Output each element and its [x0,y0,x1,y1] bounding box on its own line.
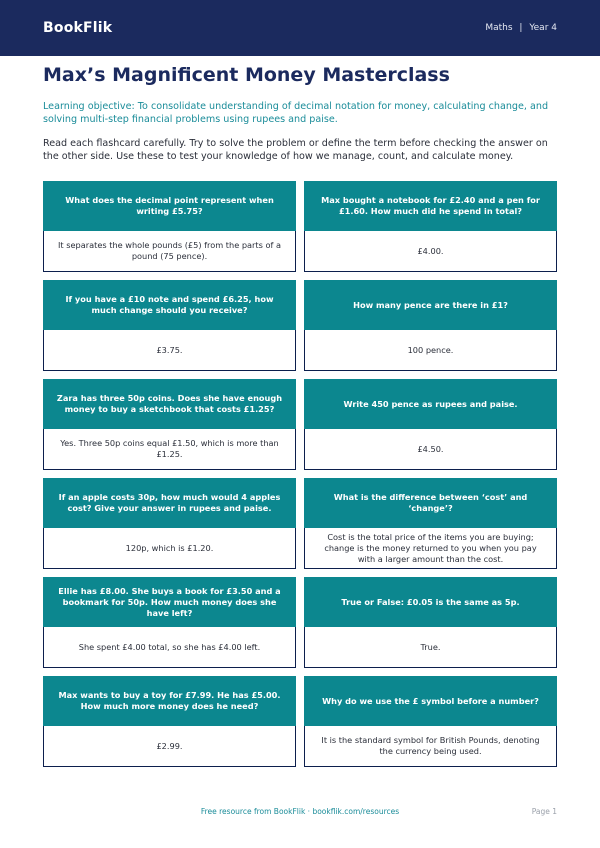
flashcard-question: What is the difference between ‘cost’ and ‘change’? [304,478,557,528]
flashcard [43,577,296,668]
breadcrumb-year: Year 4 [529,23,557,33]
flashcard-answer: It separates the whole pounds (£5) from the parts of a pound (75 pence). [43,231,296,272]
flashcard [43,676,296,767]
brand-logo[interactable]: BookFlik [43,20,113,36]
flashcard-answer: It is the standard symbol for British Pounds, denoting the currency being used. [304,726,557,767]
intro-text: Read each flashcard carefully. Try to solve the problem or define the term before checking the answer on the other side. Use these to test your knowledge of how we manage, count, and calculate money. [43,138,548,162]
flashcard-question: True or False: £0.05 is the same as 5p. [304,577,557,627]
flashcard-question: Max bought a notebook for £2.40 and a pen for £1.60. How much did he spend in total? [304,181,557,231]
flashcard [304,478,557,569]
flashcard-question: Max wants to buy a toy for £7.99. He has £5.00. How much more money does he need? [43,676,296,726]
flashcard-answer: Cost is the total price of the items you are buying; change is the money returned to you when you pay with a larger amount than the cost. [304,528,557,569]
learning-objective: Learning objective: To consolidate understanding of decimal notation for money, calculating change, and solving multi-step financial problems using rupees and paise. [43,101,549,125]
flashcard-grid [43,181,557,767]
page-number: Page 1 [531,807,557,816]
breadcrumb-subject: Maths [485,23,513,33]
flashcard-answer: £3.75. [43,330,296,371]
flashcard-question: Why do we use the £ symbol before a number? [304,676,557,726]
flashcard-answer: 100 pence. [304,330,557,371]
breadcrumb [485,23,557,33]
flashcard-question: If you have a £10 note and spend £6.25, how much change should you receive? [43,280,296,330]
flashcard [304,280,557,371]
flashcard [304,181,557,272]
flashcard-answer: £4.00. [304,231,557,272]
header-bar [0,0,600,56]
flashcard-answer: True. [304,627,557,668]
breadcrumb-separator: | [519,23,523,33]
flashcard-answer: £2.99. [43,726,296,767]
flashcard-question: How many pence are there in £1? [304,280,557,330]
flashcard [304,676,557,767]
flashcard-question: Ellie has £8.00. She buys a book for £3.50 and a bookmark for 50p. How much money does she have left? [43,577,296,627]
flashcard-answer: She spent £4.00 total, so she has £4.00 left. [43,627,296,668]
flashcard [43,478,296,569]
flashcard-question: What does the decimal point represent when writing £5.75? [43,181,296,231]
footer-credit-link[interactable]: Free resource from BookFlik · bookflik.com/resources [200,807,400,816]
flashcard [304,379,557,470]
flashcard-answer: £4.50. [304,429,557,470]
flashcard-question: Zara has three 50p coins. Does she have enough money to buy a sketchbook that costs £1.25? [43,379,296,429]
flashcard [43,280,296,371]
page-title: Max’s Magnificent Money Masterclass [43,64,450,86]
flashcard-answer: 120p, which is £1.20. [43,528,296,569]
flashcard [43,379,296,470]
flashcard-question: Write 450 pence as rupees and paise. [304,379,557,429]
page-footer [0,807,600,821]
flashcard-question: If an apple costs 30p, how much would 4 apples cost? Give your answer in rupees and paise. [43,478,296,528]
flashcard-answer: Yes. Three 50p coins equal £1.50, which is more than £1.25. [43,429,296,470]
flashcard [43,181,296,272]
flashcard [304,577,557,668]
